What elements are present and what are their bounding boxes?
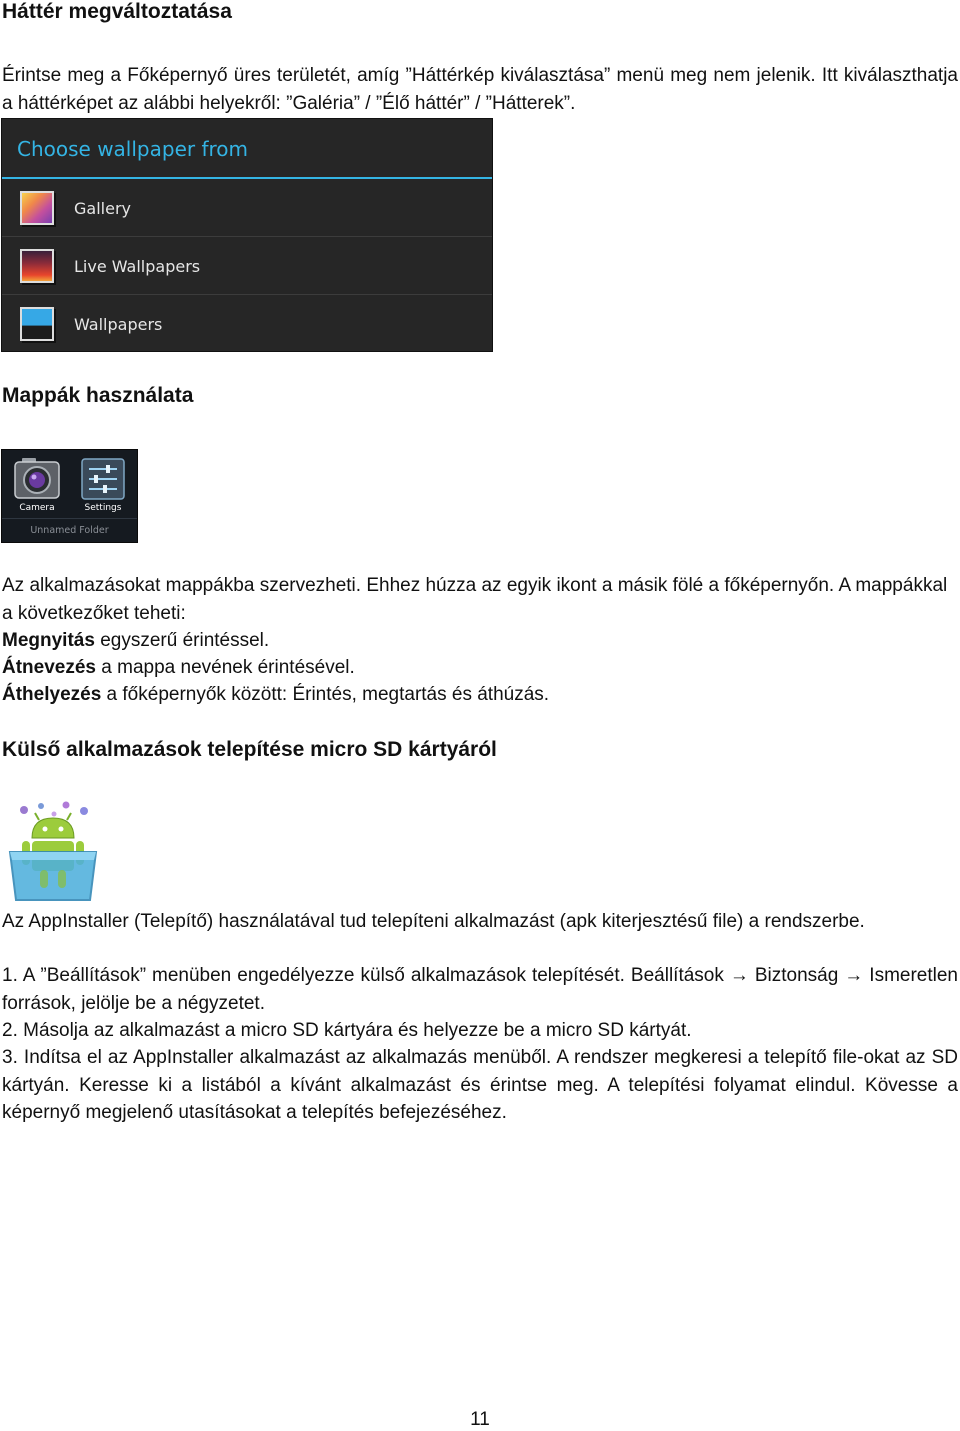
section-heading-folders: Mappák használata <box>2 384 194 407</box>
action-description: a főképernyők között: Érintés, megtartás és áthúzás. <box>101 684 550 705</box>
camera-icon <box>12 456 62 502</box>
folder-divider <box>2 518 137 519</box>
install-step-3: 3. Indítsa el az AppInstaller alkalmazást az alkalmazás menüből. A rendszer megkeresi a telepítő file-okat az SD kártyán. Keresse ki a listából a kívánt alkalmazást és érintse meg. A telepítési folyamat elindul. Kövesse a képernyő megjelenő utasításokat a telepítés befejezéséhez. <box>2 1047 958 1123</box>
folder-app-label: Camera <box>19 503 55 513</box>
appinstaller-icon <box>6 800 100 904</box>
settings-icon <box>79 456 127 502</box>
action-description: a mappa nevének érintésével. <box>96 657 355 678</box>
section-heading-wallpaper: Háttér megváltoztatása <box>2 0 232 23</box>
dialog-title-divider <box>2 177 492 179</box>
folder-app-label: Settings <box>84 503 122 513</box>
dialog-divider <box>2 236 492 237</box>
wallpaper-paragraph: Érintse meg a Főképernyő üres területét, amíg ”Háttérkép kiválasztása” menü meg nem jelenik. Itt kiválaszthatja a háttérképet az alábbi helyekről: ”Galéria” / ”Élő háttér” / ”Hátterek”. <box>2 65 958 114</box>
dialog-item-live-wallpapers[interactable] <box>20 248 200 284</box>
wallpaper-dialog <box>1 118 493 352</box>
action-term: Áthelyezés <box>2 684 102 705</box>
dialog-item-label: Gallery <box>74 198 131 218</box>
wallpapers-icon <box>20 307 54 341</box>
appinstaller-intro: Az AppInstaller (Telepítő) használatával tud telepíteni alkalmazást (apk kiterjesztésű file) a rendszerbe. <box>2 911 865 932</box>
folder-action-move <box>2 681 549 709</box>
dialog-item-label: Wallpapers <box>74 314 163 334</box>
install-step-1: 1. A ”Beállítások” menüben engedélyezze külső alkalmazások telepítését. Beállítások → Biztonság → Ismeretlen források, jelölje be a négyzetet. <box>2 965 958 1014</box>
dialog-item-label: Live Wallpapers <box>74 256 201 276</box>
dialog-divider <box>2 294 492 295</box>
folder-name: Unnamed Folder <box>30 525 109 536</box>
gallery-icon <box>20 191 54 225</box>
dialog-item-wallpapers[interactable] <box>20 306 162 342</box>
action-term: Megnyitás <box>2 630 95 651</box>
folders-paragraph: Az alkalmazásokat mappákba szervezheti. Ehhez húzza az egyik ikont a másik fölé a főképernyőn. A mappákkal a következőket teheti: <box>2 575 948 624</box>
install-step-2: 2. Másolja az alkalmazást a micro SD kártyára és helyezze be a micro SD kártyát. <box>2 1020 692 1041</box>
page-number: 11 <box>470 1409 490 1430</box>
section-heading-app-install: Külső alkalmazások telepítése micro SD kártyáról <box>2 738 497 761</box>
folder-action-open <box>2 627 269 655</box>
folder-preview <box>1 449 138 543</box>
folder-action-rename <box>2 654 355 682</box>
live-wallpapers-icon <box>20 249 54 283</box>
action-term: Átnevezés <box>2 657 96 678</box>
dialog-item-gallery[interactable] <box>20 190 131 226</box>
action-description: egyszerű érintéssel. <box>94 630 270 651</box>
dialog-title: Choose wallpaper from <box>17 137 248 161</box>
